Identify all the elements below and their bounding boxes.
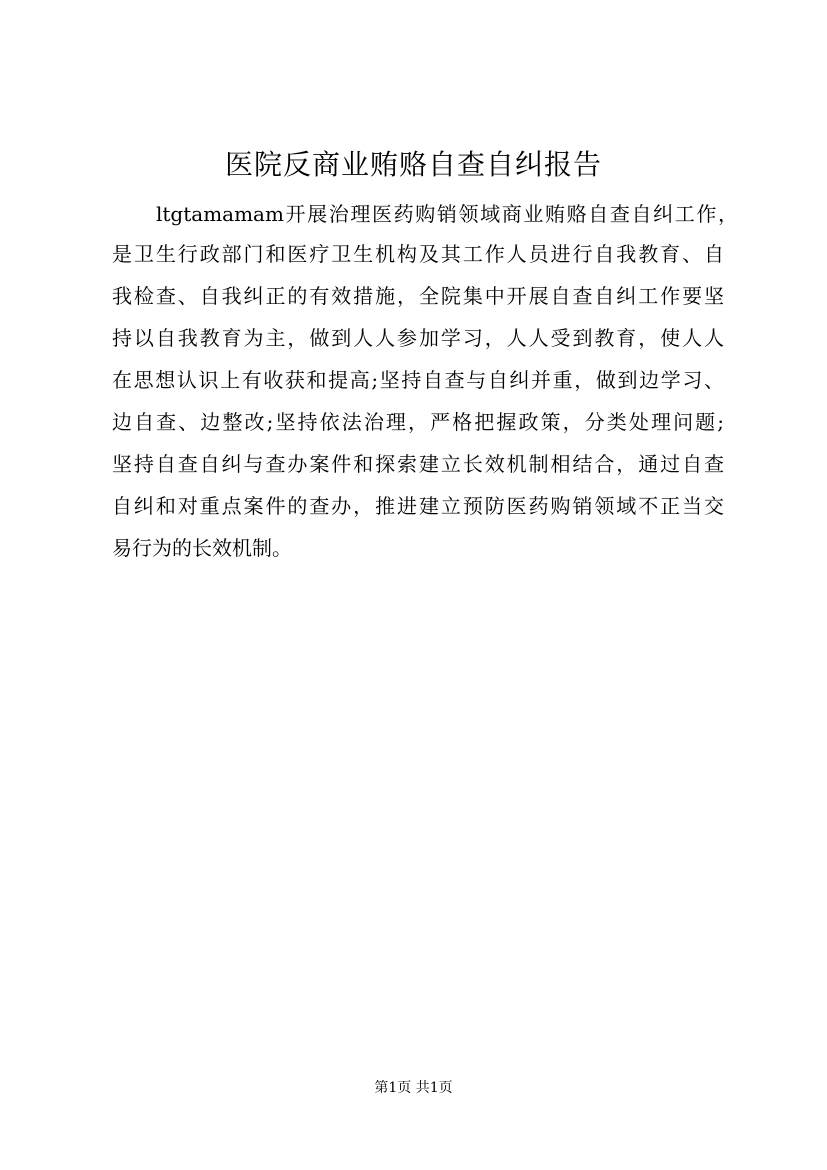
paragraph-line: 我检查、自我纠正的有效措施，全院集中开展自查自纠工作要坚 [112, 284, 724, 308]
paragraph-line: 是卫生行政部门和医疗卫生机构及其工作人员进行自我教育、自 [112, 242, 724, 266]
page-number-footer: 第1页 共1页 [374, 1080, 453, 1096]
paragraph-line: 自纠和对重点案件的查办，推进建立预防医药购销领域不正当交 [112, 494, 724, 518]
paragraph-line: 边自查、边整改;坚持依法治理，严格把握政策，分类处理问题; [112, 410, 724, 434]
paragraph-line: 在思想认识上有收获和提高;坚持自查与自纠并重，做到边学习、 [112, 368, 724, 392]
paragraph-line: 坚持自查自纠与查办案件和探索建立长效机制相结合，通过自查 [112, 452, 724, 476]
paragraph-line: 持以自我教育为主，做到人人参加学习，人人受到教育，使人人 [112, 326, 724, 350]
paragraph-line: ltgtamamam开展治理医药购销领域商业贿赂自查自纠工作， [156, 202, 738, 226]
paragraph-line: 易行为的长效机制。 [112, 536, 292, 560]
document-title: 医院反商业贿赂自查自纠报告 [224, 148, 602, 181]
